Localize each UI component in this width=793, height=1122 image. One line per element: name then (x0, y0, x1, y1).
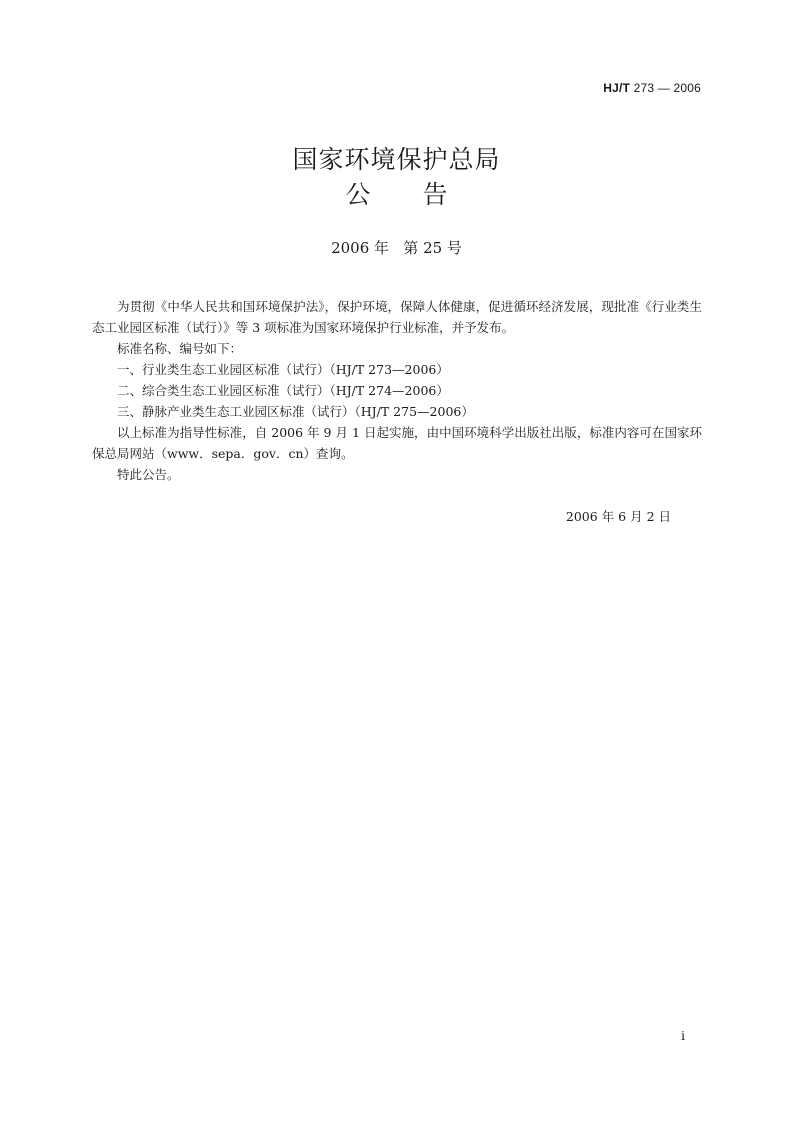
standard-item-2: 二、综合类生态工业园区标准（试行）（HJ/T 274—2006） (117, 383, 449, 398)
issue-number: 2006 年 第 25 号 (331, 239, 462, 257)
standard-code (603, 81, 701, 95)
page-number: i (681, 1029, 685, 1043)
signature-date: 2006 年 6 月 2 日 (565, 509, 671, 524)
standard-item-3: 三、静脉产业类生态工业园区标准（试行）（HJ/T 275—2006） (117, 404, 474, 419)
standard-code-prefix: HJ/T (603, 81, 631, 95)
intro-paragraph: 为贯彻《中华人民共和国环境保护法》，保护环境，保障人体健康，促进循环经济发展，现批准《行业类生态工业园区标准（试行）》等 3 项标准为国家环境保护行业标准，并予发布。 (92, 299, 702, 335)
standard-code-number: 273 — 2006 (633, 81, 701, 95)
announcement-body (92, 296, 702, 485)
implementation-paragraph: 以上标准为指导性标准，自 2006 年 9 月 1 日起实施，由中国环境科学出版社出版，标准内容可在国家环保总局网站（www．sepa．gov．cn）查询。 (92, 425, 702, 461)
standard-item-1: 一、行业类生态工业园区标准（试行）（HJ/T 273—2006） (117, 362, 449, 377)
notice-title: 公告 (345, 180, 500, 209)
closing-line: 特此公告。 (117, 467, 180, 482)
list-heading: 标准名称、编号如下： (117, 341, 243, 356)
agency-title: 国家环境保护总局 (292, 145, 501, 174)
